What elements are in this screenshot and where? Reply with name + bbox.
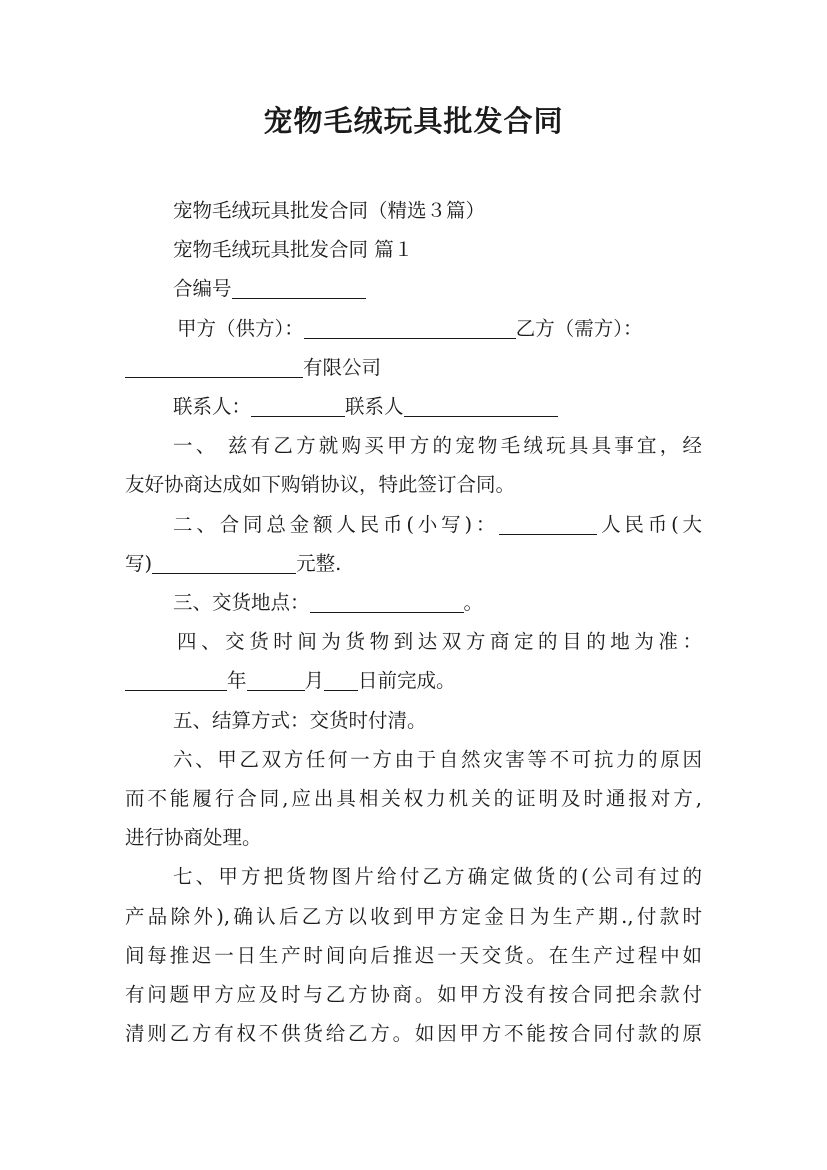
party-a-label: 甲方（供方）： xyxy=(177,316,304,340)
year-label: 年 xyxy=(227,669,247,693)
contract-number-label: 合编号 xyxy=(173,277,232,301)
clause-2-line-2 xyxy=(125,544,702,583)
contact-b-blank xyxy=(404,392,558,417)
party-b-blank xyxy=(125,353,303,378)
clause-7-line-3: 间每推迟一日生产时间向后推迟一天交货。在生产过程中如 xyxy=(125,943,702,967)
clause-6-line-3: 进行协商处理。 xyxy=(125,826,262,850)
contact-a-blank xyxy=(251,392,345,417)
clause-7-line-4: 有问题甲方应及时与乙方协商。如甲方没有按合同把余款付 xyxy=(125,983,702,1007)
chapter-heading: 宠物毛绒玩具批发合同 篇１ xyxy=(173,238,414,262)
clause-6-line-2: 而不能履行合同,应出具相关权力机关的证明及时通报对方, xyxy=(125,787,702,811)
clause-2-uppercase-label-end: 写) xyxy=(125,551,153,575)
clause-7-line-1: 七、甲方把货物图片给付乙方确定做货的(公司有过的 xyxy=(173,865,702,889)
year-blank xyxy=(125,666,227,691)
subtitle-line: 宠物毛绒玩具批发合同（精选３篇） xyxy=(173,199,486,222)
document-body xyxy=(125,191,702,1053)
amount-lowercase-blank xyxy=(499,510,597,535)
clause-1-line-1: 一、 兹有乙方就购买甲方的宠物毛绒玩具具事宜，经 xyxy=(173,434,702,458)
clause-4-line-2 xyxy=(125,661,702,700)
document-title: 宠物毛绒玩具批发合同 xyxy=(263,104,564,138)
amount-uppercase-blank xyxy=(152,549,296,574)
clause-4-line-1: 四、交货时间为货物到达双方商定的目的地为准： xyxy=(177,630,702,654)
clause-5-line: 五、结算方式：交货时付清。 xyxy=(173,708,427,732)
clause-2-suffix: 元整. xyxy=(296,551,342,575)
party-b-label: 乙方（需方）： xyxy=(515,316,643,340)
clause-3-line xyxy=(125,583,702,622)
party-a-blank xyxy=(304,314,516,339)
company-suffix: 有限公司 xyxy=(303,355,382,379)
clause-2-uppercase-label: 人民币(大 xyxy=(597,512,703,536)
clause-2-lowercase-label: 二、合同总金额人民币(小写)： xyxy=(173,512,500,536)
contact-b-label: 联系人 xyxy=(345,395,404,419)
contact-a-label: 联系人： xyxy=(173,395,252,419)
contract-number-blank xyxy=(232,274,366,299)
parties-line xyxy=(125,309,702,348)
clause-2-line-1 xyxy=(125,505,702,544)
clause-3-end: 。 xyxy=(463,591,484,615)
clause-7-line-2: 产品除外),确认后乙方以收到甲方定金日为生产期.,付款时 xyxy=(125,904,702,928)
company-line xyxy=(125,348,702,387)
delivery-place-blank xyxy=(310,588,464,613)
month-blank xyxy=(247,666,305,691)
clause-6-line-1: 六、甲乙双方任何一方由于自然灾害等不可抗力的原因 xyxy=(173,747,702,771)
month-label: 月 xyxy=(304,669,325,693)
contract-number-line xyxy=(125,269,702,308)
day-blank xyxy=(324,666,358,691)
clause-1-line-2: 友好协商达成如下购销协议，特此签订合同。 xyxy=(125,473,516,497)
contacts-line xyxy=(125,387,702,426)
day-label: 日前完成。 xyxy=(358,669,456,693)
clause-3-label: 三、交货地点： xyxy=(173,591,310,615)
clause-7-line-5: 清则乙方有权不供货给乙方。如因甲方不能按合同付款的原 xyxy=(125,1022,702,1046)
